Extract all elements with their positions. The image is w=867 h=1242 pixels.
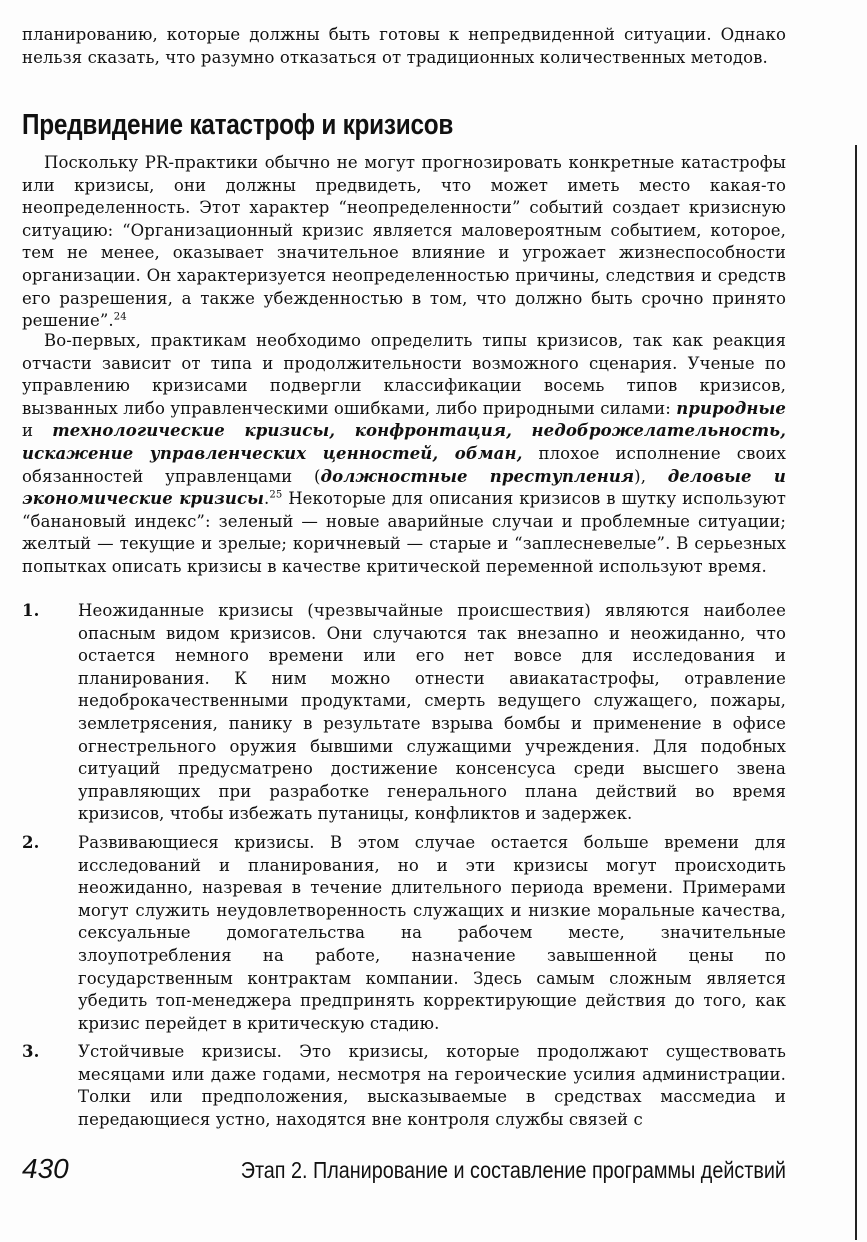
paragraph-1: [22, 152, 786, 333]
page-number: 430: [22, 1153, 69, 1184]
paragraph-2-text-4: ),: [634, 466, 668, 486]
page-footer: [22, 1151, 786, 1191]
crisis-types-list: технологические кризисы, конфронтация, недоброжелательность, искажение управленческих ценностей, обман,: [22, 421, 786, 463]
crisis-list: [22, 600, 786, 1138]
list-item-number: 1.: [22, 601, 40, 620]
section-heading: Предвидение катастроф и кризисов: [22, 109, 454, 141]
paragraph-2: [22, 330, 786, 579]
footnote-ref-25: 25: [269, 489, 283, 501]
list-item: [22, 832, 786, 1035]
list-item-number: 2.: [22, 832, 40, 852]
list-item: [22, 600, 786, 826]
paragraph-2-text-5: .: [264, 489, 270, 509]
footnote-ref-24: 24: [113, 311, 127, 323]
paragraph-1-text: Поскольку PR-практики обычно не могут прогнозировать конкретные катастрофы или кризисы, они должны предвидеть, что может иметь место какая-то неопределенность. Этот характер “неопределенности” событий создает кризисную ситуацию: “Организационный кризис является маловероятным событием, которое, тем не менее, оказывает значительное влияние и угрожает жизнеспособности организации. Он характеризуется неопределенностью причины, следствия и средств его разрешения, а также убежденностью в том, что должно быть срочно принято решение”.: [22, 153, 786, 331]
list-item-text: Неожиданные кризисы (чрезвычайные происшествия) являются наиболее опасным видом кризисов. Они случаются так внезапно и неожиданно, что остается немного времени или его нет вовсе для исследования и планирования. К ним можно отнести авиакатастрофы, отравление недоброкачественными продуктами, смерть ведущего служащего, пожары, землетрясения, панику в результате взрыва бомбы и применение в офисе огнестрельного оружия бывшими служащими учреждения. Для подобных ситуаций предусматрено достижение консенсуса среди высшего звена управляющих при разработке генерального плана действий во время кризисов, чтобы избежать путаницы, конфликтов и задержек.: [78, 601, 786, 824]
paragraph-2-text-2: и: [22, 421, 53, 441]
crisis-type-business: деловые и экономические кризисы: [22, 466, 786, 509]
list-item-number: 3.: [22, 1042, 40, 1062]
list-item-text: Устойчивые кризисы. Это кризисы, которые продолжают существовать месяцами или даже годами, несмотря на героические усилия администрации. Толки или предположения, высказываемые в средствах массмедиа и передающиеся устно, находятся вне контроля службы связей с: [78, 1042, 786, 1130]
paragraph-2-text-1: Во-первых, практикам необходимо определить типы кризисов, так как реакция отчасти зависит от типа и продолжительности возможного сценария. Ученые по управлению кризисами подвергли классификации восемь типов кризисов, вызванных либо управленческими ошибками, либо природными силами:: [22, 331, 786, 418]
paragraph-2-text-6: Некоторые для описания кризисов в шутку используют “банановый индекс”: зеленый — новые аварийные случаи и проблемные ситуации; желтый — текущие и зрелые; коричневый — старые и “заплесневелые”. В серьезных попытках описать кризисы в качестве критической переменной используют время.: [22, 489, 786, 576]
crisis-type-natural: природные: [676, 398, 786, 418]
top-paragraph: планированию, которые должны быть готовы к непредвиденной ситуации. Однако нельзя сказать, что разумно отказаться от традиционных количественных методов.: [22, 25, 786, 67]
list-item-text: Развивающиеся кризисы. В этом случае остается больше времени для исследований и планирования, но и эти кризисы могут происходить неожиданно, назревая в течение длительного периода времени. Примерами могут служить неудовлетворенность служащих и низкие моральные качества, сексуальные домогательства на рабочем месте, значительные злоупотребления на работе, назначение завышенной цены по государственным контрактам компании. Здесь самым сложным является убедить топ-менеджера предпринять корректирующие действия до того, как кризис перейдет в критическую стадию.: [78, 832, 786, 1033]
scan-edge-line: [855, 145, 857, 1240]
running-title: Этап 2. Планирование и составление программы действий: [240, 1157, 786, 1183]
paragraph-2-text-3: плохое исполнение своих обязанностей управленцами (: [22, 443, 786, 486]
list-item: [22, 1041, 786, 1131]
crisis-type-malfeasance: должностные преступления: [320, 466, 635, 486]
